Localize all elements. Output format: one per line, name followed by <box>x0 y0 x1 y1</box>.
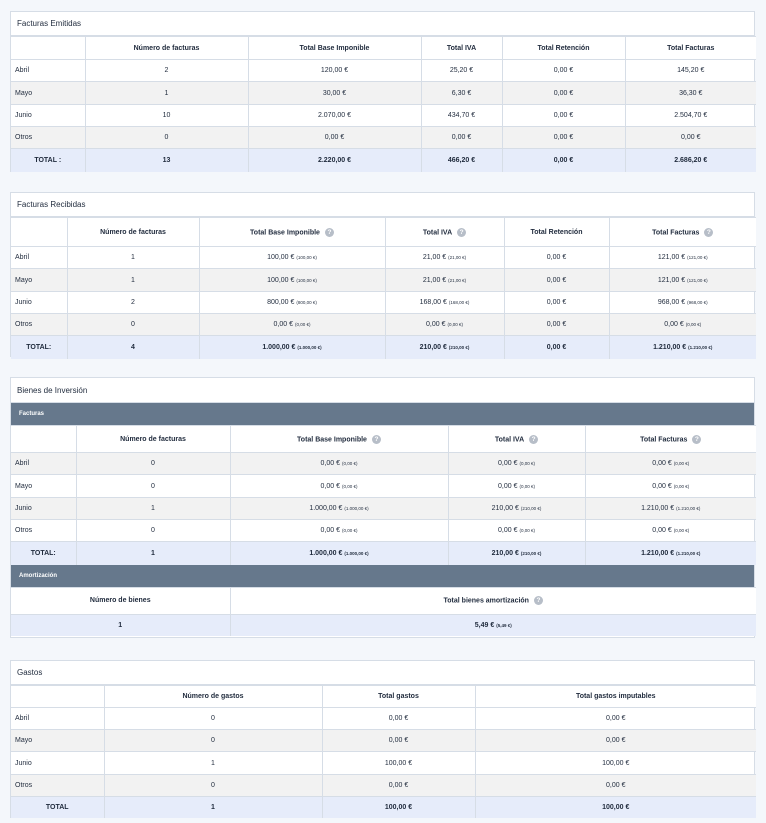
column-header <box>11 37 85 60</box>
cell-iva <box>385 292 504 314</box>
row-label: Abril <box>11 708 104 730</box>
facturas-emitidas-table <box>11 36 756 172</box>
row-label: Otros <box>11 314 67 336</box>
cell-num: 2 <box>85 60 248 82</box>
cell-imputables: 0,00 € <box>475 730 756 752</box>
column-header: Número de bienes <box>11 587 230 614</box>
cell-num: 4 <box>67 336 199 359</box>
cell-base: 30,00 € <box>248 82 421 105</box>
cell-retencion: 0,00 € <box>502 105 625 127</box>
cell-base: 0,00 € <box>248 127 421 149</box>
value: 0,00 € <box>273 321 293 328</box>
cell-num: 0 <box>67 314 199 336</box>
cell-num: 0 <box>76 520 230 542</box>
cell-iva: 466,20 € <box>421 149 502 172</box>
table-row <box>11 247 756 269</box>
value: 0,00 € <box>652 527 672 534</box>
value: 1.210,00 € <box>641 505 675 512</box>
cell-iva <box>385 314 504 336</box>
value: 0,00 € <box>320 460 340 467</box>
cell-num: 2 <box>67 292 199 314</box>
column-header: Total gastos <box>322 686 475 708</box>
table-row <box>11 269 756 292</box>
cell-base: 120,00 € <box>248 60 421 82</box>
cell-base: 2.070,00 € <box>248 105 421 127</box>
table-row <box>11 453 756 475</box>
cell-num: 0 <box>76 453 230 475</box>
value-detail: (800,00 €) <box>296 300 317 305</box>
cell-iva <box>448 475 585 498</box>
column-header <box>448 426 585 453</box>
cell-total: 0,00 € <box>322 730 475 752</box>
cell-num: 10 <box>85 105 248 127</box>
cell-num: 1 <box>76 498 230 520</box>
table-row <box>11 475 756 498</box>
cell-num: 1 <box>67 247 199 269</box>
value-detail: (210,00 €) <box>520 506 542 511</box>
value: 0,00 € <box>652 460 672 467</box>
cell-total: 36,30 € <box>625 82 756 105</box>
table-row <box>11 60 756 82</box>
facturas-recibidas-panel <box>10 192 755 357</box>
gastos-table <box>11 685 756 818</box>
value-detail: (0,00 €) <box>519 528 535 533</box>
cell-retencion: 0,00 € <box>504 336 609 359</box>
value-detail: (0,00 €) <box>519 483 535 489</box>
column-header: Total Base Imponible <box>248 37 421 60</box>
cell-imputables: 0,00 € <box>475 775 756 797</box>
value-detail: (0,00 €) <box>519 461 535 466</box>
cell-base <box>230 520 448 542</box>
row-label: Mayo <box>11 269 67 292</box>
cell-total <box>585 475 756 498</box>
amortizacion-table <box>11 587 756 637</box>
column-header: Total Facturas <box>625 37 756 60</box>
total-row <box>11 614 756 636</box>
cell-iva: 0,00 € <box>421 127 502 149</box>
table-row <box>11 314 756 336</box>
cell-num: 1 <box>104 797 322 818</box>
facturas-emitidas-panel <box>10 11 755 172</box>
value: 100,00 € <box>267 276 295 284</box>
value: 100,00 € <box>267 254 295 261</box>
table-header-row <box>11 37 756 60</box>
cell-total: 2.504,70 € <box>625 105 756 127</box>
column-header: Número de facturas <box>85 37 248 60</box>
column-header: Número de facturas <box>67 218 199 247</box>
column-header: Número de gastos <box>104 686 322 708</box>
value-detail: (1.210,00 €) <box>676 550 701 556</box>
column-header: Total Retención <box>504 218 609 247</box>
value-detail: (21,00 €) <box>448 277 467 283</box>
value: 0,00 € <box>498 460 518 467</box>
cell-imputables: 100,00 € <box>475 797 756 818</box>
value: 968,00 € <box>657 299 686 306</box>
table-row <box>11 730 756 752</box>
help-icon[interactable]: ? <box>457 228 466 237</box>
row-label: Otros <box>11 127 85 149</box>
column-header <box>11 218 67 247</box>
cell-imputables: 0,00 € <box>475 708 756 730</box>
cell-total: 0,00 € <box>625 127 756 149</box>
total-row <box>11 542 756 565</box>
value: 210,00 € <box>491 549 519 557</box>
facturas-recibidas-table <box>11 217 756 359</box>
row-label: Abril <box>11 60 85 82</box>
cell-retencion: 0,00 € <box>502 82 625 105</box>
cell-base <box>199 292 385 314</box>
column-header: Total IVA <box>421 37 502 60</box>
cell-base <box>230 498 448 520</box>
value-detail: (0,00 €) <box>673 528 690 533</box>
column-header: Total Retención <box>502 37 625 60</box>
cell-total: 100,00 € <box>322 752 475 775</box>
value-detail: (0,00 €) <box>294 322 311 327</box>
cell-base <box>230 542 448 565</box>
row-label: Otros <box>11 775 104 797</box>
cell-retencion: 0,00 € <box>504 269 609 292</box>
cell-iva: 25,20 € <box>421 60 502 82</box>
cell-total: 0,00 € <box>322 708 475 730</box>
help-icon[interactable]: ? <box>529 435 538 444</box>
value-detail: (210,00 €) <box>520 550 542 556</box>
cell-num: 0 <box>104 775 322 797</box>
cell-iva: 6,30 € <box>421 82 502 105</box>
row-label: Junio <box>11 498 76 520</box>
column-header-label: Total Facturas <box>652 228 700 236</box>
cell-total <box>585 453 756 475</box>
total-label: TOTAL <box>11 797 104 818</box>
cell-num: 1 <box>11 614 230 636</box>
value: 21,00 € <box>422 254 447 261</box>
total-label: TOTAL: <box>11 336 67 359</box>
amortizacion-band: Amortización <box>11 565 754 587</box>
value: 0,00 € <box>320 527 340 534</box>
table-header-row <box>11 426 756 453</box>
cell-iva <box>385 336 504 359</box>
cell-iva <box>448 542 585 565</box>
facturas-band: Facturas <box>11 403 754 425</box>
value: 0,00 € <box>652 482 672 490</box>
table-row <box>11 105 756 127</box>
table-header-row <box>11 587 756 614</box>
section-title: Facturas Emitidas <box>11 12 754 36</box>
value-detail: (1.000,00 €) <box>344 506 369 511</box>
value-detail: (1.210,00 €) <box>676 506 701 511</box>
column-header <box>609 218 756 247</box>
cell-base <box>230 475 448 498</box>
row-label: Mayo <box>11 475 76 498</box>
cell-num: 13 <box>85 149 248 172</box>
table-row <box>11 82 756 105</box>
total-row <box>11 336 756 359</box>
value: 1.000,00 € <box>309 505 343 512</box>
value: 0,00 € <box>426 321 446 328</box>
cell-total <box>230 614 756 636</box>
column-header <box>230 426 448 453</box>
column-header-label: Total IVA <box>494 435 525 443</box>
value: 210,00 € <box>491 505 519 512</box>
cell-iva <box>385 269 504 292</box>
table-row <box>11 127 756 149</box>
value-detail: (100,00 €) <box>296 277 317 283</box>
column-header-label: Total Base Imponible <box>297 435 367 443</box>
value: 121,00 € <box>657 276 686 284</box>
column-header <box>385 218 504 247</box>
cell-total <box>585 520 756 542</box>
cell-retencion: 0,00 € <box>504 247 609 269</box>
section-title: Facturas Recibidas <box>11 193 754 217</box>
column-header <box>585 426 756 453</box>
value-detail: (1.210,00 €) <box>688 344 713 350</box>
column-header <box>11 686 104 708</box>
column-header-label: Total IVA <box>422 228 453 236</box>
section-title: Bienes de Inversión <box>11 378 754 403</box>
help-icon[interactable]: ? <box>372 435 381 444</box>
row-label: Junio <box>11 292 67 314</box>
cell-total: 2.686,20 € <box>625 149 756 172</box>
cell-num: 1 <box>67 269 199 292</box>
total-label: TOTAL: <box>11 542 76 565</box>
cell-retencion: 0,00 € <box>502 149 625 172</box>
row-label: Abril <box>11 453 76 475</box>
cell-num: 0 <box>104 730 322 752</box>
value: 1.210,00 € <box>653 343 687 351</box>
value: 0,00 € <box>498 527 518 534</box>
value: 1.000,00 € <box>262 343 296 351</box>
value-detail: (5,49 €) <box>496 622 512 628</box>
value-detail: (1.000,00 €) <box>297 344 322 350</box>
total-label: TOTAL : <box>11 149 85 172</box>
table-row <box>11 292 756 314</box>
value-detail: (121,00 €) <box>687 277 708 283</box>
value-detail: (968,00 €) <box>687 300 708 305</box>
cell-retencion: 0,00 € <box>502 127 625 149</box>
value-detail: (0,00 €) <box>341 461 358 466</box>
cell-retencion: 0,00 € <box>504 314 609 336</box>
cell-num: 1 <box>76 542 230 565</box>
value-detail: (121,00 €) <box>687 255 708 260</box>
cell-total <box>585 542 756 565</box>
table-row <box>11 498 756 520</box>
help-icon[interactable]: ? <box>704 228 713 237</box>
help-icon[interactable]: ? <box>534 596 543 605</box>
cell-retencion: 0,00 € <box>502 60 625 82</box>
column-header: Total gastos imputables <box>475 686 756 708</box>
value-detail: (0,00 €) <box>341 528 358 533</box>
value: 0,00 € <box>320 482 340 490</box>
total-row <box>11 149 756 172</box>
cell-base: 2.220,00 € <box>248 149 421 172</box>
value-detail: (0,00 €) <box>673 461 690 466</box>
cell-num: 0 <box>85 127 248 149</box>
cell-num: 0 <box>104 708 322 730</box>
value: 5,49 € <box>474 621 495 629</box>
column-header-label: Total Facturas <box>640 435 688 443</box>
cell-retencion: 0,00 € <box>504 292 609 314</box>
cell-base <box>230 453 448 475</box>
value-detail: (0,00 €) <box>447 322 463 327</box>
value: 800,00 € <box>267 299 295 306</box>
value: 1.000,00 € <box>309 549 343 557</box>
cell-iva <box>448 453 585 475</box>
value-detail: (21,00 €) <box>448 255 467 260</box>
table-row <box>11 752 756 775</box>
cell-total: 145,20 € <box>625 60 756 82</box>
inversion-facturas-table <box>11 425 756 565</box>
value-detail: (0,00 €) <box>685 322 702 327</box>
row-label: Abril <box>11 247 67 269</box>
value: 210,00 € <box>419 343 447 351</box>
cell-base <box>199 314 385 336</box>
total-row <box>11 797 756 818</box>
table-header-row <box>11 686 756 708</box>
row-label: Otros <box>11 520 76 542</box>
value-detail: (210,00 €) <box>448 344 470 350</box>
table-header-row <box>11 218 756 247</box>
cell-base <box>199 269 385 292</box>
column-header-label: Total Base Imponible <box>250 228 320 236</box>
table-row <box>11 708 756 730</box>
value: 21,00 € <box>422 276 447 284</box>
cell-num: 1 <box>85 82 248 105</box>
column-header <box>230 587 756 614</box>
cell-iva: 434,70 € <box>421 105 502 127</box>
column-header: Número de facturas <box>76 426 230 453</box>
value-detail: (0,00 €) <box>341 483 358 489</box>
bienes-inversion-panel <box>10 377 755 638</box>
value-detail: (1.000,00 €) <box>344 550 369 556</box>
column-header <box>11 426 76 453</box>
column-header-label: Total bienes amortización <box>443 597 529 605</box>
row-label: Mayo <box>11 82 85 105</box>
value: 0,00 € <box>664 321 684 328</box>
value: 121,00 € <box>657 254 686 261</box>
cell-iva <box>448 498 585 520</box>
cell-total: 100,00 € <box>322 797 475 818</box>
cell-base <box>199 247 385 269</box>
section-title: Gastos <box>11 661 754 685</box>
help-icon[interactable]: ? <box>325 228 334 237</box>
value-detail: (0,00 €) <box>673 483 690 489</box>
table-row <box>11 775 756 797</box>
help-icon[interactable]: ? <box>692 435 701 444</box>
cell-total: 0,00 € <box>322 775 475 797</box>
value-detail: (100,00 €) <box>296 255 317 260</box>
value: 168,00 € <box>419 299 447 306</box>
cell-num: 0 <box>76 475 230 498</box>
cell-iva <box>448 520 585 542</box>
cell-total <box>609 269 756 292</box>
gastos-panel <box>10 660 755 818</box>
value: 1.210,00 € <box>641 549 675 557</box>
value-detail: (168,00 €) <box>448 300 470 305</box>
cell-total <box>609 336 756 359</box>
cell-base <box>199 336 385 359</box>
table-row <box>11 520 756 542</box>
cell-total <box>609 247 756 269</box>
column-header <box>199 218 385 247</box>
cell-total <box>585 498 756 520</box>
cell-total <box>609 292 756 314</box>
cell-num: 1 <box>104 752 322 775</box>
cell-iva <box>385 247 504 269</box>
cell-total <box>609 314 756 336</box>
value: 0,00 € <box>498 482 518 490</box>
row-label: Mayo <box>11 730 104 752</box>
row-label: Junio <box>11 105 85 127</box>
row-label: Junio <box>11 752 104 775</box>
cell-imputables: 100,00 € <box>475 752 756 775</box>
